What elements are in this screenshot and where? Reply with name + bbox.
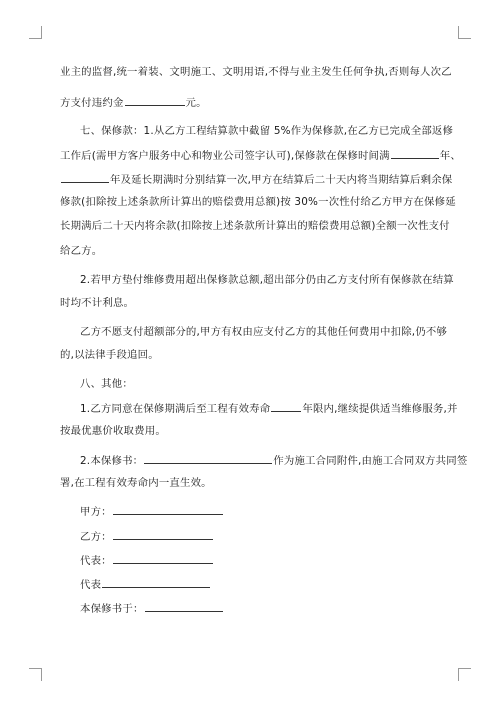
signature-blank	[113, 552, 213, 564]
text-line: 按最优惠价收取费用。	[60, 425, 166, 437]
text-line: 2.若甲方垫付维修费用超出保修款总额,超出部分仍由乙方支付所有保修款在结算	[80, 274, 454, 286]
signature-blank	[145, 600, 223, 612]
signature-rep-2	[80, 576, 211, 592]
text-segment: 年及延长期满时分别结算一次,甲方在结算后二十天内将当期结算后剩余保	[110, 174, 453, 186]
text-line	[60, 94, 207, 110]
text-line	[60, 147, 461, 163]
fill-blank	[144, 452, 272, 464]
signature-rep-1	[80, 552, 214, 568]
crop-mark-top-left	[29, 26, 42, 39]
text-line: 时均不计利息。	[60, 297, 135, 309]
text-line: 乙方不愿支付超额部分的,甲方有权由应支付乙方的其他任何费用中扣除,仍不够	[80, 326, 448, 338]
text-segment: 年、	[439, 150, 461, 162]
text-line	[80, 400, 458, 416]
text-line: 的,以法律手段追回。	[60, 349, 159, 361]
text-segment: 年限内,继续提供适当维修服务,并	[302, 403, 458, 415]
fill-blank	[125, 94, 185, 106]
signature-label: 乙方：	[80, 531, 112, 543]
signature-label: 甲方：	[80, 506, 112, 518]
signature-blank	[102, 576, 210, 588]
text-segment: 2.本保修书：	[80, 455, 144, 467]
fill-blank	[271, 400, 301, 412]
text-line	[80, 452, 467, 468]
text-line: 七、保修款：1.从乙方工程结算款中截留 5%作为保修款,在乙方已完成全部返修	[80, 125, 454, 137]
text-line: 业主的监督,统一着装、文明施工、文明用语,不得与业主发生任何争执,否则每人次乙	[60, 66, 452, 78]
text-line: 长期满后二十天内将余款(扣除按上述条款所计算出的赔偿费用总额)全额一次性支付	[60, 220, 450, 232]
signature-blank	[113, 528, 213, 540]
text-segment: 方支付违约金	[60, 97, 124, 109]
text-segment: 元。	[185, 97, 207, 109]
signature-label: 本保修书于：	[80, 603, 144, 615]
text-segment: 工作后(需甲方客户服务中心和物业公司签字认可),保修款在保修时间满	[60, 150, 390, 162]
signature-label: 代表	[80, 579, 102, 591]
text-segment: 1.乙方同意在保修期满后至工程有效寿命	[80, 403, 271, 415]
section-heading: 八、其他：	[80, 378, 133, 390]
text-line: 修款(扣除按上述条款所计算出的赔偿费用总额)按 30%一次性付给乙方甲方在保修延	[60, 196, 456, 208]
text-line: 署,在工程有效寿命内一直生效。	[60, 477, 212, 489]
fill-blank	[61, 171, 109, 183]
signature-label: 代表：	[80, 555, 112, 567]
crop-mark-bottom-right	[458, 668, 471, 681]
signature-blank	[113, 503, 223, 515]
crop-mark-bottom-left	[29, 668, 42, 681]
crop-mark-top-right	[458, 26, 471, 39]
signature-party-b	[80, 528, 214, 544]
signature-party-a	[80, 503, 224, 519]
text-line	[60, 171, 452, 187]
text-segment: 作为施工合同附件,由施工合同双方共同签	[273, 455, 468, 467]
fill-blank	[391, 147, 439, 159]
signature-date	[80, 600, 224, 616]
text-line: 给乙方。	[60, 245, 103, 257]
